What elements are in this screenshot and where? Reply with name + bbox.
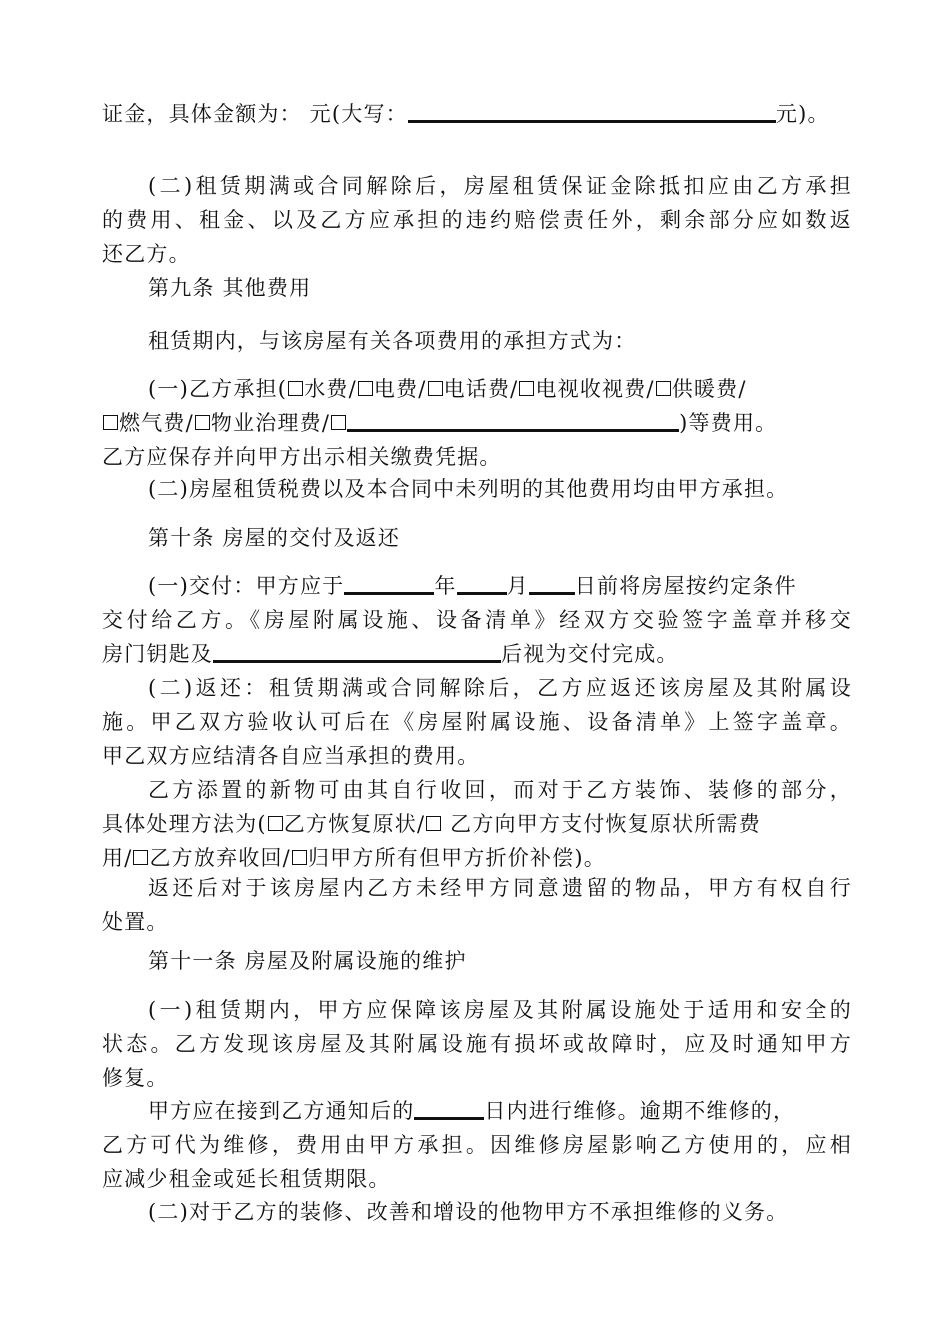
delivery-day-blank[interactable]: [529, 570, 575, 595]
delivery-year-blank[interactable]: [344, 570, 434, 595]
article-9-heading: 第九条 其他费用: [148, 276, 312, 300]
repair-days-blank[interactable]: [414, 1095, 484, 1120]
fees-landlord-paragraph: (二)房屋租赁税费以及本合同中未列明的其他费用均由甲方承担。: [148, 477, 789, 501]
checkbox-landlord-owns[interactable]: [292, 850, 307, 865]
fees-tenant-paragraph: (一)乙方承担( 水费/ 电费/ 电话费/ 电视收视费/ 供暖费/ 燃气费/ 物业治理费/ )等费用。 乙方应保存并向甲方出示相关缴费凭据。: [102, 377, 778, 469]
checkbox-phone[interactable]: [428, 381, 443, 396]
checkbox-abandon[interactable]: [133, 850, 148, 865]
deposit-return-paragraph: (二)租赁期满或合同解除后，房屋租赁保证金除抵扣应由乙方承担 的费用、租金、以及乙方应承担的违约赔偿责任外，剩余部分应如数返 还乙方。: [102, 174, 852, 266]
delivery-paragraph: (一)交付：甲方应于 年 月 日前将房屋按约定条件 交付给乙方。《房屋附属设施、设备清单》经双方交验签字盖章并移交 房门钥匙及 后视为交付完成。: [102, 569, 852, 671]
fees-intro: 租赁期内，与该房屋有关各项费用的承担方式为：: [148, 329, 637, 353]
other-fee-blank[interactable]: [347, 407, 679, 432]
checkbox-tv[interactable]: [519, 381, 534, 396]
delivery-month-blank[interactable]: [457, 570, 507, 595]
checkbox-restore[interactable]: [268, 816, 283, 831]
checkbox-property-mgmt[interactable]: [195, 415, 210, 430]
checkbox-water[interactable]: [288, 381, 303, 396]
checkbox-pay-restore[interactable]: [426, 816, 441, 831]
amount-words-blank[interactable]: [408, 98, 776, 123]
maintenance-paragraph: (一)租赁期内，甲方应保障该房屋及其附属设施处于适用和安全的 状态。乙方发现该房屋及其附属设施有损坏或故障时，应及时通知甲方 修复。: [102, 998, 852, 1090]
checkbox-other[interactable]: [331, 415, 346, 430]
article-10-heading: 第十条 房屋的交付及返还: [148, 526, 401, 550]
checkbox-electricity[interactable]: [358, 381, 373, 396]
checkbox-gas[interactable]: [103, 415, 118, 430]
return-paragraph: (二)返还：租赁期满或合同解除后，乙方应返还该房屋及其附属设 施。甲乙双方验收认可后在《房屋附属设施、设备清单》上签字盖章。 甲乙双方应结清各自应当承担的费用。: [102, 676, 852, 768]
delivery-items-blank[interactable]: [213, 638, 501, 663]
deposit-amount-line: 证金，具体金额为： 元(大写： 元)。: [102, 97, 872, 131]
checkbox-heating[interactable]: [656, 381, 671, 396]
renovation-handling-paragraph: 乙方添置的新物可由其自行收回，而对于乙方装饰、装修的部分， 具体处理方法为( 乙方恢复原状/ 乙方向甲方支付恢复原状所需费 用/ 乙方放弃收回/ 归甲方所有但甲方折价补偿)。: [102, 778, 852, 870]
repair-deadline-paragraph: 甲方应在接到乙方通知后的 日内进行维修。逾期不维修的， 乙方可代为维修，费用由甲方承担。因维修房屋影响乙方使用的，应相 应减少租金或延长租赁期限。: [102, 1094, 852, 1196]
no-repair-obligation-paragraph: (二)对于乙方的装修、改善和增设的他物甲方不承担维修的义务。: [148, 1200, 789, 1224]
left-items-paragraph: 返还后对于该房屋内乙方未经甲方同意遗留的物品，甲方有权自行 处置。: [102, 876, 852, 934]
article-11-heading: 第十一条 房屋及附属设施的维护: [148, 949, 467, 973]
